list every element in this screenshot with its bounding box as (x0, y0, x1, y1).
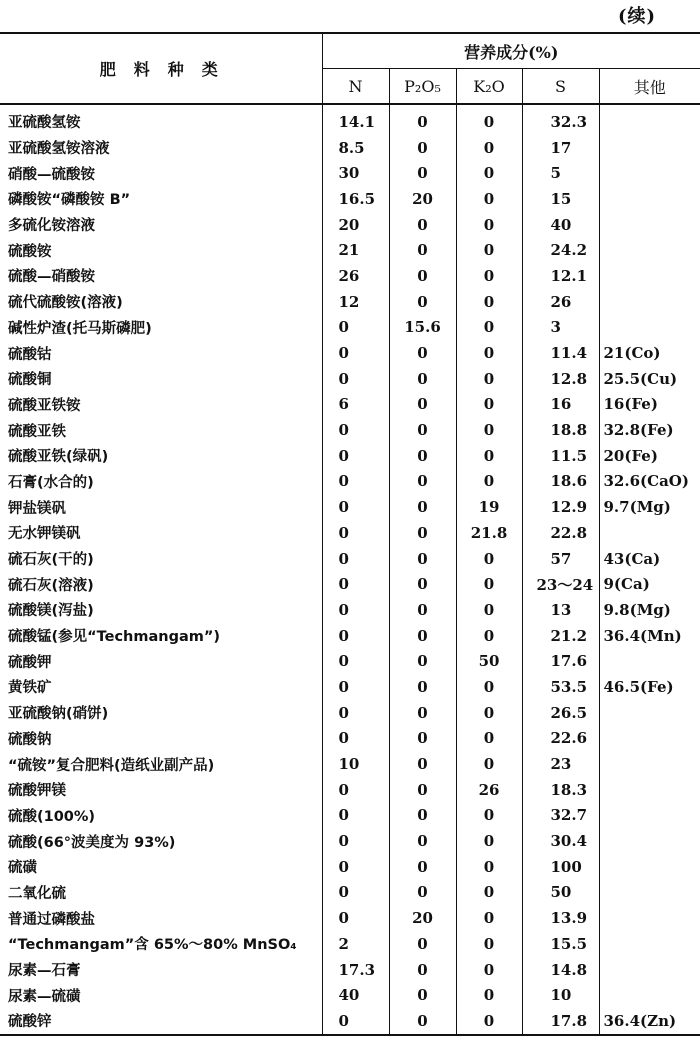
other-nutrient-cell (599, 777, 700, 803)
sulfur-value-cell: 11.5 (522, 443, 599, 469)
sulfur-value-cell: 15 (522, 186, 599, 212)
nitrogen-value-cell: 0 (322, 546, 389, 572)
sulfur-value-cell: 26 (522, 289, 599, 315)
phosphate-value-cell: 0 (389, 982, 456, 1008)
fertilizer-name-cell: 石膏(水合的) (0, 469, 322, 495)
sulfur-value-cell: 26.5 (522, 700, 599, 726)
phosphate-value-cell: 0 (389, 135, 456, 161)
fertilizer-name-cell: 尿素—石膏 (0, 957, 322, 983)
potash-value-cell: 0 (456, 186, 522, 212)
nitrogen-value-cell: 0 (322, 469, 389, 495)
other-nutrient-cell (599, 880, 700, 906)
nitrogen-value-cell: 2 (322, 931, 389, 957)
sulfur-value-cell: 18.3 (522, 777, 599, 803)
phosphate-value-cell: 0 (389, 160, 456, 186)
phosphate-value-cell: 0 (389, 520, 456, 546)
fertilizer-name-cell: 硫酸亚铁(绿矾) (0, 443, 322, 469)
sulfur-value-cell: 24.2 (522, 237, 599, 263)
nitrogen-value-cell: 0 (322, 443, 389, 469)
potash-value-cell: 0 (456, 366, 522, 392)
phosphate-value-cell: 0 (389, 1008, 456, 1035)
table-row (0, 700, 700, 726)
table-row (0, 546, 700, 572)
column-header-k2o: K₂O (456, 69, 522, 105)
nitrogen-value-cell: 0 (322, 828, 389, 854)
potash-value-cell: 0 (456, 623, 522, 649)
sulfur-value-cell: 16 (522, 392, 599, 418)
potash-value-cell: 0 (456, 931, 522, 957)
phosphate-value-cell: 0 (389, 546, 456, 572)
nitrogen-value-cell: 0 (322, 854, 389, 880)
other-nutrient-cell: 32.8(Fe) (603, 421, 674, 440)
table-row (0, 520, 700, 546)
other-nutrient-cell (599, 700, 700, 726)
table-row (0, 289, 700, 315)
sulfur-value-cell: 22.6 (522, 726, 599, 752)
other-nutrient-cell: 9.7(Mg) (603, 498, 671, 517)
fertilizer-name-cell: “硫铵”复合肥料(造纸业副产品) (0, 751, 322, 777)
table-row (0, 957, 700, 983)
potash-value-cell: 26 (456, 777, 522, 803)
fertilizer-name-cell: 钾盐镁矾 (0, 494, 322, 520)
potash-value-cell: 19 (456, 494, 522, 520)
table-row (0, 494, 700, 520)
fertilizer-name-cell: 硫酸锰(参见“Techmangam”) (0, 623, 322, 649)
sulfur-value-cell: 15.5 (522, 931, 599, 957)
table-row (0, 1008, 700, 1035)
other-nutrient-cell (599, 803, 700, 829)
fertilizer-name-cell: 硫代硫酸铵(溶液) (0, 289, 322, 315)
nitrogen-value-cell: 0 (322, 597, 389, 623)
table-row (0, 931, 700, 957)
other-nutrient-cell (599, 104, 700, 135)
potash-value-cell: 0 (456, 160, 522, 186)
other-nutrient-cell (599, 263, 700, 289)
fertilizer-name-cell: 硫酸镁(泻盐) (0, 597, 322, 623)
phosphate-value-cell: 0 (389, 366, 456, 392)
fertilizer-name-cell: 亚硫酸氢铵溶液 (0, 135, 322, 161)
phosphate-value-cell: 0 (389, 469, 456, 495)
table-row (0, 623, 700, 649)
fertilizer-name-cell: 硫酸亚铁铵 (0, 392, 322, 418)
other-nutrient-cell: 20(Fe) (603, 446, 658, 465)
other-nutrient-cell: 9.8(Mg) (603, 600, 671, 619)
other-nutrient-cell (599, 186, 700, 212)
nitrogen-value-cell: 0 (322, 340, 389, 366)
potash-value-cell: 0 (456, 982, 522, 1008)
other-nutrient-cell (599, 648, 700, 674)
table-row (0, 648, 700, 674)
nitrogen-value-cell: 0 (322, 315, 389, 341)
other-nutrient-cell: 9(Ca) (603, 575, 650, 594)
potash-value-cell: 50 (456, 648, 522, 674)
other-nutrient-cell (599, 726, 700, 752)
table-row (0, 237, 700, 263)
phosphate-value-cell: 0 (389, 571, 456, 597)
table-row (0, 828, 700, 854)
table-row (0, 340, 700, 366)
nitrogen-value-cell: 0 (322, 520, 389, 546)
sulfur-value-cell: 14.8 (522, 957, 599, 983)
fertilizer-name-cell: 磷酸铵“磷酸铵 B” (0, 186, 322, 212)
sulfur-value-cell: 17.8 (522, 1008, 599, 1035)
potash-value-cell: 0 (456, 803, 522, 829)
potash-value-cell: 0 (456, 700, 522, 726)
phosphate-value-cell: 0 (389, 880, 456, 906)
nitrogen-value-cell: 17.3 (322, 957, 389, 983)
fertilizer-name-cell: “Techmangam”含 65%～80% MnSO₄ (0, 931, 322, 957)
fertilizer-name-cell: 普通过磷酸盐 (0, 905, 322, 931)
potash-value-cell: 0 (456, 289, 522, 315)
other-nutrient-cell: 25.5(Cu) (603, 369, 678, 388)
sulfur-value-cell: 17 (522, 135, 599, 161)
phosphate-value-cell: 0 (389, 289, 456, 315)
sulfur-value-cell: 18.8 (522, 417, 599, 443)
sulfur-value-cell: 23～24 (522, 571, 599, 597)
nitrogen-value-cell: 10 (322, 751, 389, 777)
nitrogen-value-cell: 14.1 (322, 104, 389, 135)
phosphate-value-cell: 0 (389, 828, 456, 854)
other-nutrient-cell (599, 237, 700, 263)
table-row (0, 104, 700, 135)
phosphate-value-cell: 0 (389, 931, 456, 957)
fertilizer-name-cell: 硫酸钾镁 (0, 777, 322, 803)
fertilizer-name-cell: 硫磺 (0, 854, 322, 880)
potash-value-cell: 0 (456, 340, 522, 366)
phosphate-value-cell: 0 (389, 726, 456, 752)
potash-value-cell: 0 (456, 905, 522, 931)
table-row (0, 905, 700, 931)
phosphate-value-cell: 0 (389, 751, 456, 777)
nitrogen-value-cell: 20 (322, 212, 389, 238)
other-nutrient-cell: 36.4(Mn) (603, 626, 682, 645)
phosphate-value-cell: 0 (389, 957, 456, 983)
nitrogen-value-cell: 6 (322, 392, 389, 418)
table-row (0, 160, 700, 186)
fertilizer-name-cell: 黄铁矿 (0, 674, 322, 700)
nitrogen-value-cell: 21 (322, 237, 389, 263)
sulfur-value-cell: 57 (522, 546, 599, 572)
sulfur-value-cell: 100 (522, 854, 599, 880)
phosphate-value-cell: 0 (389, 212, 456, 238)
other-nutrient-cell (599, 982, 700, 1008)
other-nutrient-cell (599, 751, 700, 777)
table-row (0, 186, 700, 212)
nitrogen-value-cell: 30 (322, 160, 389, 186)
phosphate-value-cell: 0 (389, 237, 456, 263)
sulfur-value-cell: 3 (522, 315, 599, 341)
potash-value-cell: 0 (456, 546, 522, 572)
table-row (0, 803, 700, 829)
continued-label: (续) (617, 6, 656, 27)
nitrogen-value-cell: 40 (322, 982, 389, 1008)
sulfur-value-cell: 30.4 (522, 828, 599, 854)
potash-value-cell: 21.8 (456, 520, 522, 546)
phosphate-value-cell: 20 (389, 905, 456, 931)
fertilizer-name-cell: 硫酸锌 (0, 1008, 322, 1035)
fertilizer-name-cell: 硫酸钠 (0, 726, 322, 752)
table-row (0, 674, 700, 700)
nitrogen-value-cell: 0 (322, 880, 389, 906)
fertilizer-name-cell: 二氧化硫 (0, 880, 322, 906)
phosphate-value-cell: 0 (389, 623, 456, 649)
table-body (0, 104, 700, 1035)
sulfur-value-cell: 11.4 (522, 340, 599, 366)
other-nutrient-cell (599, 957, 700, 983)
phosphate-value-cell: 20 (389, 186, 456, 212)
phosphate-value-cell: 0 (389, 803, 456, 829)
table-row (0, 469, 700, 495)
sulfur-value-cell: 32.7 (522, 803, 599, 829)
fertilizer-name-cell: 硫酸(66°波美度为 93%) (0, 828, 322, 854)
column-header-other: 其他 (599, 69, 700, 105)
table-row (0, 751, 700, 777)
other-nutrient-cell: 46.5(Fe) (603, 677, 674, 696)
nitrogen-value-cell: 12 (322, 289, 389, 315)
other-nutrient-cell (599, 520, 700, 546)
column-header-p2o5: P₂O₅ (389, 69, 456, 105)
fertilizer-type-header: 肥料种类 (0, 33, 322, 104)
nitrogen-value-cell: 0 (322, 417, 389, 443)
table-row (0, 726, 700, 752)
nitrogen-value-cell: 26 (322, 263, 389, 289)
sulfur-value-cell: 13.9 (522, 905, 599, 931)
column-header-s: S (522, 69, 599, 105)
other-nutrient-cell: 43(Ca) (603, 549, 661, 568)
table-row (0, 392, 700, 418)
table-row (0, 777, 700, 803)
sulfur-value-cell: 10 (522, 982, 599, 1008)
nutrient-group-header: 营养成分(%) (322, 33, 700, 69)
other-nutrient-cell (599, 931, 700, 957)
fertilizer-name-cell: 硫酸亚铁 (0, 417, 322, 443)
phosphate-value-cell: 0 (389, 417, 456, 443)
sulfur-value-cell: 5 (522, 160, 599, 186)
table-row (0, 212, 700, 238)
nitrogen-value-cell: 0 (322, 1008, 389, 1035)
table-row (0, 571, 700, 597)
fertilizer-name-cell: 硫酸(100%) (0, 803, 322, 829)
other-nutrient-cell (599, 854, 700, 880)
other-nutrient-cell (599, 212, 700, 238)
fertilizer-name-cell: 硝酸—硫酸铵 (0, 160, 322, 186)
nitrogen-value-cell: 0 (322, 648, 389, 674)
sulfur-value-cell: 17.6 (522, 648, 599, 674)
potash-value-cell: 0 (456, 315, 522, 341)
phosphate-value-cell: 0 (389, 443, 456, 469)
potash-value-cell: 0 (456, 135, 522, 161)
phosphate-value-cell: 0 (389, 648, 456, 674)
other-nutrient-cell: 32.6(CaO) (603, 472, 689, 491)
sulfur-value-cell: 22.8 (522, 520, 599, 546)
fertilizer-name-cell: 硫酸铜 (0, 366, 322, 392)
potash-value-cell: 0 (456, 828, 522, 854)
other-nutrient-cell (599, 315, 700, 341)
other-nutrient-cell: 16(Fe) (603, 395, 658, 414)
potash-value-cell: 0 (456, 443, 522, 469)
fertilizer-name-cell: 硫酸—硝酸铵 (0, 263, 322, 289)
potash-value-cell: 0 (456, 597, 522, 623)
potash-value-cell: 0 (456, 1008, 522, 1035)
table-row (0, 982, 700, 1008)
nitrogen-value-cell: 0 (322, 700, 389, 726)
phosphate-value-cell: 0 (389, 777, 456, 803)
nitrogen-value-cell: 0 (322, 777, 389, 803)
nitrogen-value-cell: 0 (322, 726, 389, 752)
potash-value-cell: 0 (456, 854, 522, 880)
potash-value-cell: 0 (456, 469, 522, 495)
fertilizer-name-cell: 亚硫酸氢铵 (0, 104, 322, 135)
sulfur-value-cell: 50 (522, 880, 599, 906)
phosphate-value-cell: 0 (389, 854, 456, 880)
phosphate-value-cell: 0 (389, 263, 456, 289)
phosphate-value-cell: 0 (389, 340, 456, 366)
phosphate-value-cell: 0 (389, 104, 456, 135)
sulfur-value-cell: 12.8 (522, 366, 599, 392)
fertilizer-name-cell: 亚硫酸钠(硝饼) (0, 700, 322, 726)
potash-value-cell: 0 (456, 104, 522, 135)
table-row (0, 854, 700, 880)
phosphate-value-cell: 15.6 (389, 315, 456, 341)
potash-value-cell: 0 (456, 571, 522, 597)
fertilizer-name-cell: 硫酸钴 (0, 340, 322, 366)
potash-value-cell: 0 (456, 751, 522, 777)
sulfur-value-cell: 21.2 (522, 623, 599, 649)
fertilizer-name-cell: 无水钾镁矾 (0, 520, 322, 546)
phosphate-value-cell: 0 (389, 494, 456, 520)
nitrogen-value-cell: 0 (322, 803, 389, 829)
fertilizer-name-cell: 硫石灰(溶液) (0, 571, 322, 597)
table-row (0, 135, 700, 161)
column-header-n: N (322, 69, 389, 105)
nitrogen-value-cell: 8.5 (322, 135, 389, 161)
nitrogen-value-cell: 0 (322, 674, 389, 700)
sulfur-value-cell: 40 (522, 212, 599, 238)
nitrogen-value-cell: 0 (322, 905, 389, 931)
fertilizer-name-cell: 硫石灰(干的) (0, 546, 322, 572)
table-row (0, 315, 700, 341)
phosphate-value-cell: 0 (389, 597, 456, 623)
phosphate-value-cell: 0 (389, 674, 456, 700)
fertilizer-name-cell: 尿素—硫磺 (0, 982, 322, 1008)
fertilizer-nutrient-table (0, 32, 700, 1036)
fertilizer-name-cell: 多硫化铵溶液 (0, 212, 322, 238)
nitrogen-value-cell: 0 (322, 366, 389, 392)
nitrogen-value-cell: 0 (322, 623, 389, 649)
sulfur-value-cell: 12.9 (522, 494, 599, 520)
phosphate-value-cell: 0 (389, 700, 456, 726)
table-row (0, 597, 700, 623)
sulfur-value-cell: 13 (522, 597, 599, 623)
potash-value-cell: 0 (456, 212, 522, 238)
other-nutrient-cell: 36.4(Zn) (599, 1008, 700, 1035)
table-row (0, 880, 700, 906)
sulfur-value-cell: 53.5 (522, 674, 599, 700)
other-nutrient-cell (599, 135, 700, 161)
sulfur-value-cell: 23 (522, 751, 599, 777)
fertilizer-name-cell: 硫酸铵 (0, 237, 322, 263)
potash-value-cell: 0 (456, 263, 522, 289)
potash-value-cell: 0 (456, 957, 522, 983)
potash-value-cell: 0 (456, 880, 522, 906)
potash-value-cell: 0 (456, 726, 522, 752)
potash-value-cell: 0 (456, 417, 522, 443)
fertilizer-name-cell: 硫酸钾 (0, 648, 322, 674)
other-nutrient-cell: 21(Co) (603, 344, 661, 363)
phosphate-value-cell: 0 (389, 392, 456, 418)
potash-value-cell: 0 (456, 392, 522, 418)
potash-value-cell: 0 (456, 674, 522, 700)
nitrogen-value-cell: 0 (322, 494, 389, 520)
sulfur-value-cell: 32.3 (522, 104, 599, 135)
nitrogen-value-cell: 0 (322, 571, 389, 597)
other-nutrient-cell (599, 289, 700, 315)
table-row (0, 263, 700, 289)
other-nutrient-cell (599, 905, 700, 931)
table-row (0, 366, 700, 392)
table-row (0, 417, 700, 443)
other-nutrient-cell (599, 828, 700, 854)
other-nutrient-cell (599, 160, 700, 186)
sulfur-value-cell: 18.6 (522, 469, 599, 495)
table-row (0, 443, 700, 469)
potash-value-cell: 0 (456, 237, 522, 263)
sulfur-value-cell: 12.1 (522, 263, 599, 289)
fertilizer-name-cell: 碱性炉渣(托马斯磷肥) (0, 315, 322, 341)
nitrogen-value-cell: 16.5 (322, 186, 389, 212)
